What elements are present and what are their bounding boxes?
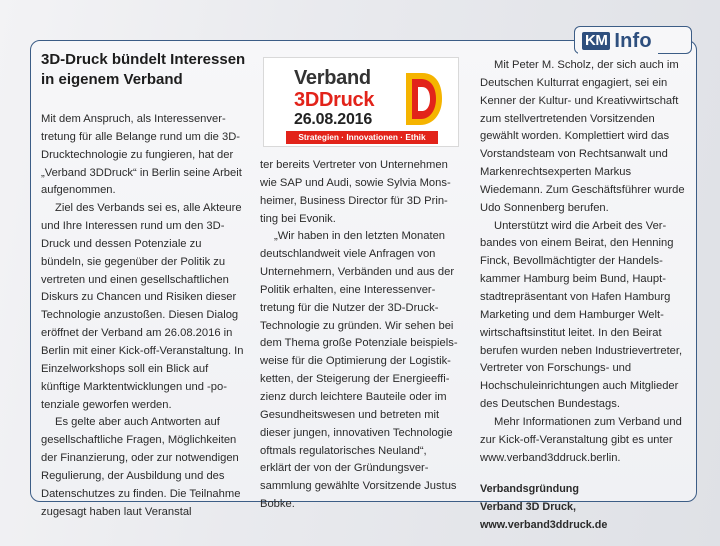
paragraph: Es gelte aber auch Antworten auf gesellschaftliche Fragen, Möglichkeiten der Finanzierung, oder zur notwendigen Regulierung, der Ausbildung und des Datenschutzes zu finden. Die Teilnahme zugesagt haben laut Veranstal bbox=[41, 416, 241, 518]
paragraph: „Wir haben in den letzten Monaten deutschlandweit viele Anfragen von Unternehmern, Verbänden und aus der Politik erhalten, eine Interessenvertretung für die Nutzer der 3D-Druck-Technologie zu gründen. Wir sehen bei dem Thema große Potenziale beispielsweise für die Optimierung der Logistikketten, der Steigerung der Energieeffizienz durch leichtere Bauteile oder im Gesundheitswesen und betreten mit dieser jungen, innovativen Technologie oftmals regulatorisches Neuland“, erklärt der von der Gründungsversammlung gewählte Vorsitzende Justus Bobke. bbox=[260, 230, 458, 511]
logo-line-1: Verband bbox=[294, 67, 371, 89]
column-3 bbox=[480, 57, 692, 535]
column-1 bbox=[41, 111, 246, 521]
paragraph: Ziel des Verbands sei es, alle Akteure und Ihre Interessen rund um den 3D-Druck und dessen Potenziale zu bündeln, sie gegenüber der Politik zu vertreten und einen gesellschaftlichen Diskurs zu Chancen und Risiken dieser Technologie anzustoßen. Diesen Dialog eröffnet der Verband am 26.08.2016 in Berlin mit einer Kick-off-Veranstaltung. In Einzelworkshops soll ein Blick auf künftige Marktentwicklungen und -potenziale geworfen werden. bbox=[41, 202, 244, 411]
km-info-badge bbox=[578, 28, 658, 54]
logo-line-2: 3DDruck bbox=[294, 89, 375, 111]
km-logo: KM bbox=[582, 32, 610, 50]
d-mark-icon bbox=[404, 71, 444, 127]
verband-logo bbox=[263, 57, 459, 147]
sub-heading: Verbandsgründung bbox=[480, 483, 579, 496]
article-title: 3D-Druck bündelt Interessen in eigenem Verband bbox=[41, 51, 246, 88]
column-2 bbox=[260, 157, 460, 514]
paragraph: Mit dem Anspruch, als Interessenvertretung für alle Belange rund um die 3D-Drucktechnologie zu fungieren, hat der „Verband 3DDruck“ in Berlin seine Arbeit aufgenommen. bbox=[41, 113, 242, 197]
sub-body: Verband 3D Druck, www.verband3ddruck.de bbox=[480, 501, 608, 532]
info-label: Info bbox=[614, 29, 652, 52]
paragraph: ter bereits Vertreter von Unternehmen wie SAP und Audi, sowie Sylvia Monsheimer, Business Director für 3D Printing bei Evonik. bbox=[260, 159, 451, 225]
logo-date: 26.08.2016 bbox=[294, 111, 373, 128]
paragraph: Mit Peter M. Scholz, der sich auch im Deutschen Kulturrat engagiert, sei ein Kenner der Kultur- und Kreativwirtschaft zum stellvertretenden Vorsitzenden gewählt worden. Komplettiert wird das Vorstandsteam von Rechtsanwalt und Markenrechtsexperten Markus Wiedemann. Zum Geschäftsführer wurde Udo Sonnenberg berufen. bbox=[480, 59, 685, 214]
logo-tagline: Strategien · Innovationen · Ethik bbox=[286, 131, 438, 144]
paragraph: Mehr Informationen zum Verband und zur Kick-off-Veranstaltung gibt es unter www.verband3ddruck.berlin. bbox=[480, 415, 682, 464]
column-3-body bbox=[480, 57, 692, 467]
paragraph: Unterstützt wird die Arbeit des Verbandes von einem Beirat, den Henning Finck, Bevollmächtigter der Handelskammer Hamburg beim Bund, Hauptstadtrepräsentant von Hafen Hamburg Marketing und dem Hamburger Weltwirtschaftsinstitut leitet. In den Beirat berufen wurden neben Industrievertreter, Vertreter von Forschungs- und Hochschuleinrichtungen auch Mitglieder des Deutschen Bundestags. bbox=[480, 219, 683, 411]
